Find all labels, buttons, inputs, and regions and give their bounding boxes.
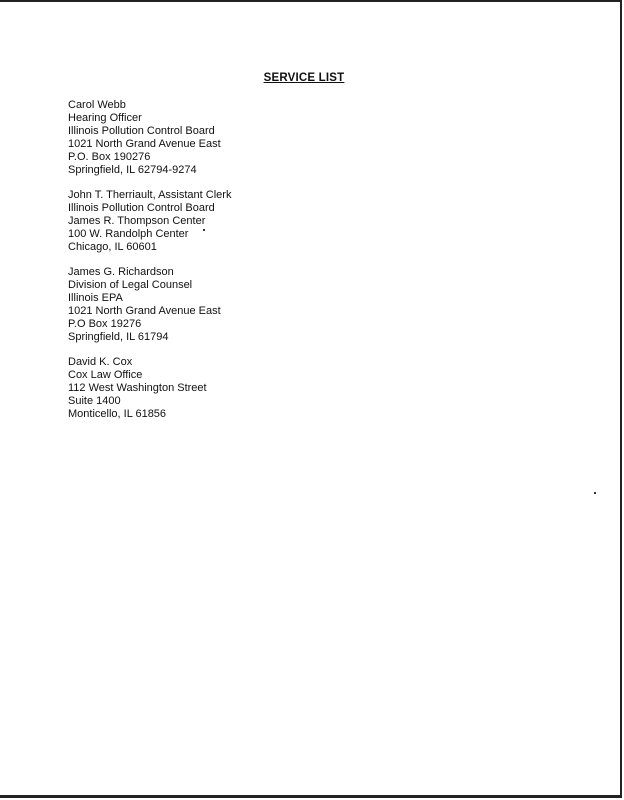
entry-line: Illinois Pollution Control Board	[68, 201, 215, 214]
entry-name: John T. Therriault, Assistant Clerk	[68, 188, 232, 201]
entry-line: Suite 1400	[68, 394, 121, 407]
entry-line: Hearing Officer	[68, 111, 142, 124]
entry-line: 1021 North Grand Avenue East	[68, 304, 221, 317]
page-title: SERVICE LIST	[263, 72, 345, 84]
service-entry-webb	[68, 99, 468, 176]
service-list	[68, 99, 468, 433]
scan-edge-bottom	[0, 795, 620, 798]
service-entry-cox	[68, 356, 468, 421]
entry-name: Carol Webb	[68, 99, 126, 111]
scan-edge-right	[620, 0, 622, 798]
entry-line: Chicago, IL 60601	[68, 240, 157, 253]
entry-name: David K. Cox	[68, 355, 133, 368]
entry-line: Monticello, IL 61856	[68, 407, 167, 420]
entry-line: 112 West Washington Street	[68, 381, 207, 394]
entry-line: Division of Legal Counsel	[68, 278, 193, 291]
entry-line: Springfield, IL 61794	[68, 330, 169, 343]
entry-line: Cox Law Office	[68, 368, 143, 381]
service-entry-therriault	[68, 189, 468, 254]
entry-line: 1021 North Grand Avenue East	[68, 137, 221, 150]
service-entry-richardson	[68, 266, 468, 343]
entry-line: 100 W. Randolph Center	[68, 227, 189, 240]
entry-line: Springfield, IL 62794-9274	[68, 163, 197, 176]
entry-name: James G. Richardson	[68, 265, 174, 278]
entry-line: P.O. Box 190276	[68, 150, 151, 163]
scan-edge-top	[0, 0, 620, 2]
entry-line: Illinois Pollution Control Board	[68, 124, 215, 137]
scan-speck	[594, 492, 596, 494]
entry-line: P.O Box 19276	[68, 317, 142, 330]
entry-line: Illinois EPA	[68, 291, 123, 304]
entry-line: James R. Thompson Center	[68, 214, 206, 227]
